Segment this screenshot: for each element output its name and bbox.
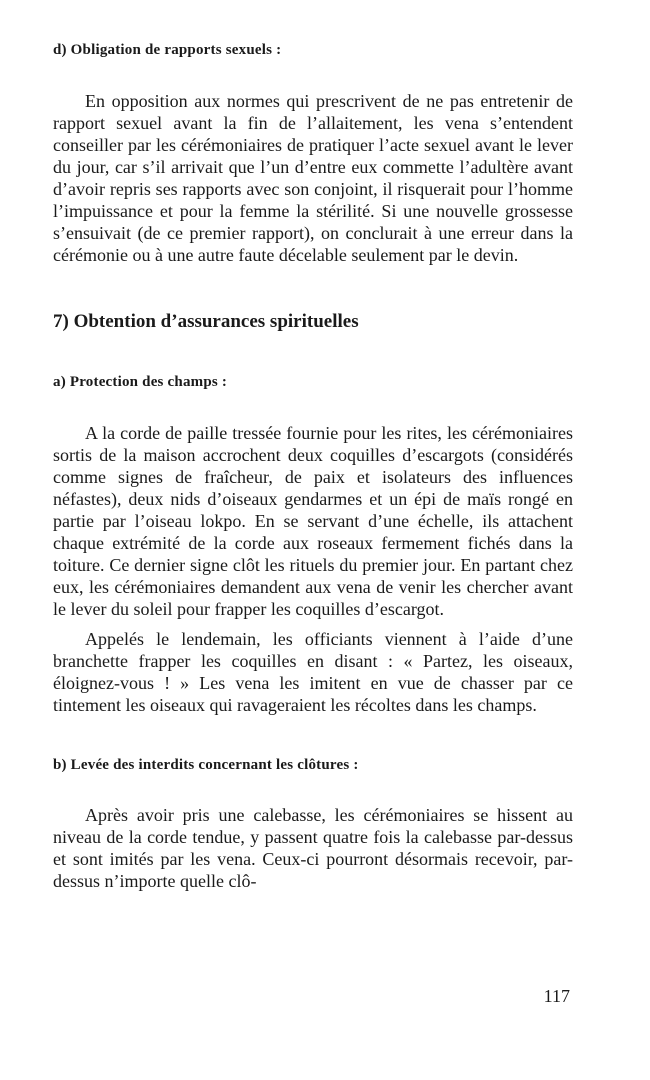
section-d-paragraph: En opposition aux normes qui prescrivent de ne pas entretenir de rapport sexuel avant la fin de l’allaitement, les vena s’entendent conseiller par les cérémoniaires de pratiquer l’acte sexuel avant le lever du jour, car s’il arrivait que l’un d’entre eux commette l’adultère avant d’avoir repris ses rapports avec son conjoint, il risquerait pour l’homme l’impuissance et pour la femme la stérilité. Si une nouvelle grossesse s’ensuivait (de ce premier rapport), on conclurait à une erreur dans la cérémonie ou à une autre faute décelable seulement par le devin. xyxy=(53,91,573,265)
section-a-paragraph-2: Appelés le lendemain, les officiants viennent à l’aide d’une branchette frapper les coquilles en disant : « Partez, les oiseaux, éloignez-vous ! » Les vena les imitent en vue de chasser par ce tintement les oiseaux qui ravageraient les récoltes dans les champs. xyxy=(53,629,573,715)
section-b-heading: b) Levée des interdits concernant les clôtures : xyxy=(53,757,359,773)
section-d-heading: d) Obligation de rapports sexuels : xyxy=(53,42,282,58)
section-a-heading: a) Protection des champs : xyxy=(53,374,228,390)
page-content xyxy=(53,38,573,892)
page-number: 117 xyxy=(543,986,570,1006)
section-a-paragraph-1: A la corde de paille tressée fournie pour les rites, les cérémoniaires sortis de la maison accrochent deux coquilles d’escargots (considérés comme signes de fraîcheur, de paix et isolateurs des influences néfastes), deux nids d’oiseaux gendarmes et un épi de maïs rongé en partie par l’oiseau lokpo. En se servant d’une échelle, ils attachent chaque extrémité de la corde aux roseaux fermement fichés dans la toiture. Ce dernier signe clôt les rituels du premier jour. En partant chez eux, les cérémoniaires demandent aux vena de venir les chercher avant le lever du soleil pour frapper les coquilles d’escargot. xyxy=(53,423,573,619)
chapter-7-heading: 7) Obtention d’assurances spirituelles xyxy=(53,311,359,332)
section-b-paragraph: Après avoir pris une calebasse, les cérémoniaires se hissent au niveau de la corde tendue, y passent quatre fois la calebasse par-dessus et sont imités par les vena. Ceux-ci pourront désormais recevoir, par-dessus n’importe quelle clô- xyxy=(53,805,573,891)
